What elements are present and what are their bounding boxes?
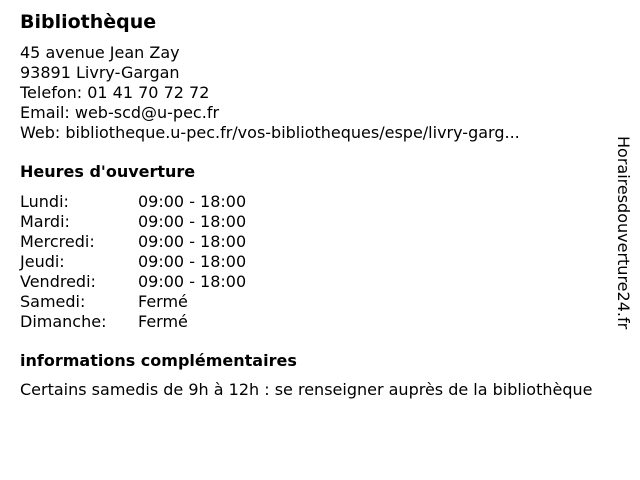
hours-row-sunday (20, 312, 610, 332)
address-block (20, 43, 610, 143)
day-label: Jeudi: (20, 252, 65, 271)
hours-heading: Heures d'ouverture (20, 162, 196, 181)
time-value: Fermé (138, 292, 188, 311)
hours-row-tuesday (20, 212, 610, 232)
day-label: Mardi: (20, 212, 70, 231)
hours-row-wednesday (20, 232, 610, 252)
street-address: 45 avenue Jean Zay (20, 43, 180, 62)
city-address: 93891 Livry-Gargan (20, 63, 180, 82)
time-value: 09:00 - 18:00 (138, 252, 247, 271)
hours-row-saturday (20, 292, 610, 312)
hours-row-friday (20, 272, 610, 292)
info-text: Certains samedis de 9h à 12h : se renseigner auprès de la bibliothèque (20, 380, 593, 399)
page-title: Bibliothèque (20, 11, 157, 33)
time-value: Fermé (138, 312, 188, 331)
hours-row-thursday (20, 252, 610, 272)
site-watermark: Horairesdouverture24.fr (614, 136, 633, 330)
day-label: Lundi: (20, 192, 69, 211)
time-value: 09:00 - 18:00 (138, 212, 247, 231)
email-line: Email: web-scd@u-pec.fr (20, 103, 220, 122)
time-value: 09:00 - 18:00 (138, 272, 247, 291)
hours-table (20, 192, 610, 332)
web-line: Web: bibliotheque.u-pec.fr/vos-bibliotheques/espe/livry-garg... (20, 123, 520, 142)
day-label: Samedi: (20, 292, 86, 311)
time-value: 09:00 - 18:00 (138, 192, 247, 211)
phone-line: Telefon: 01 41 70 72 72 (20, 83, 210, 102)
day-label: Mercredi: (20, 232, 95, 251)
day-label: Vendredi: (20, 272, 96, 291)
day-label: Dimanche: (20, 312, 107, 331)
info-heading: informations complémentaires (20, 351, 297, 370)
hours-row-monday (20, 192, 610, 212)
time-value: 09:00 - 18:00 (138, 232, 247, 251)
library-card (20, 10, 610, 400)
